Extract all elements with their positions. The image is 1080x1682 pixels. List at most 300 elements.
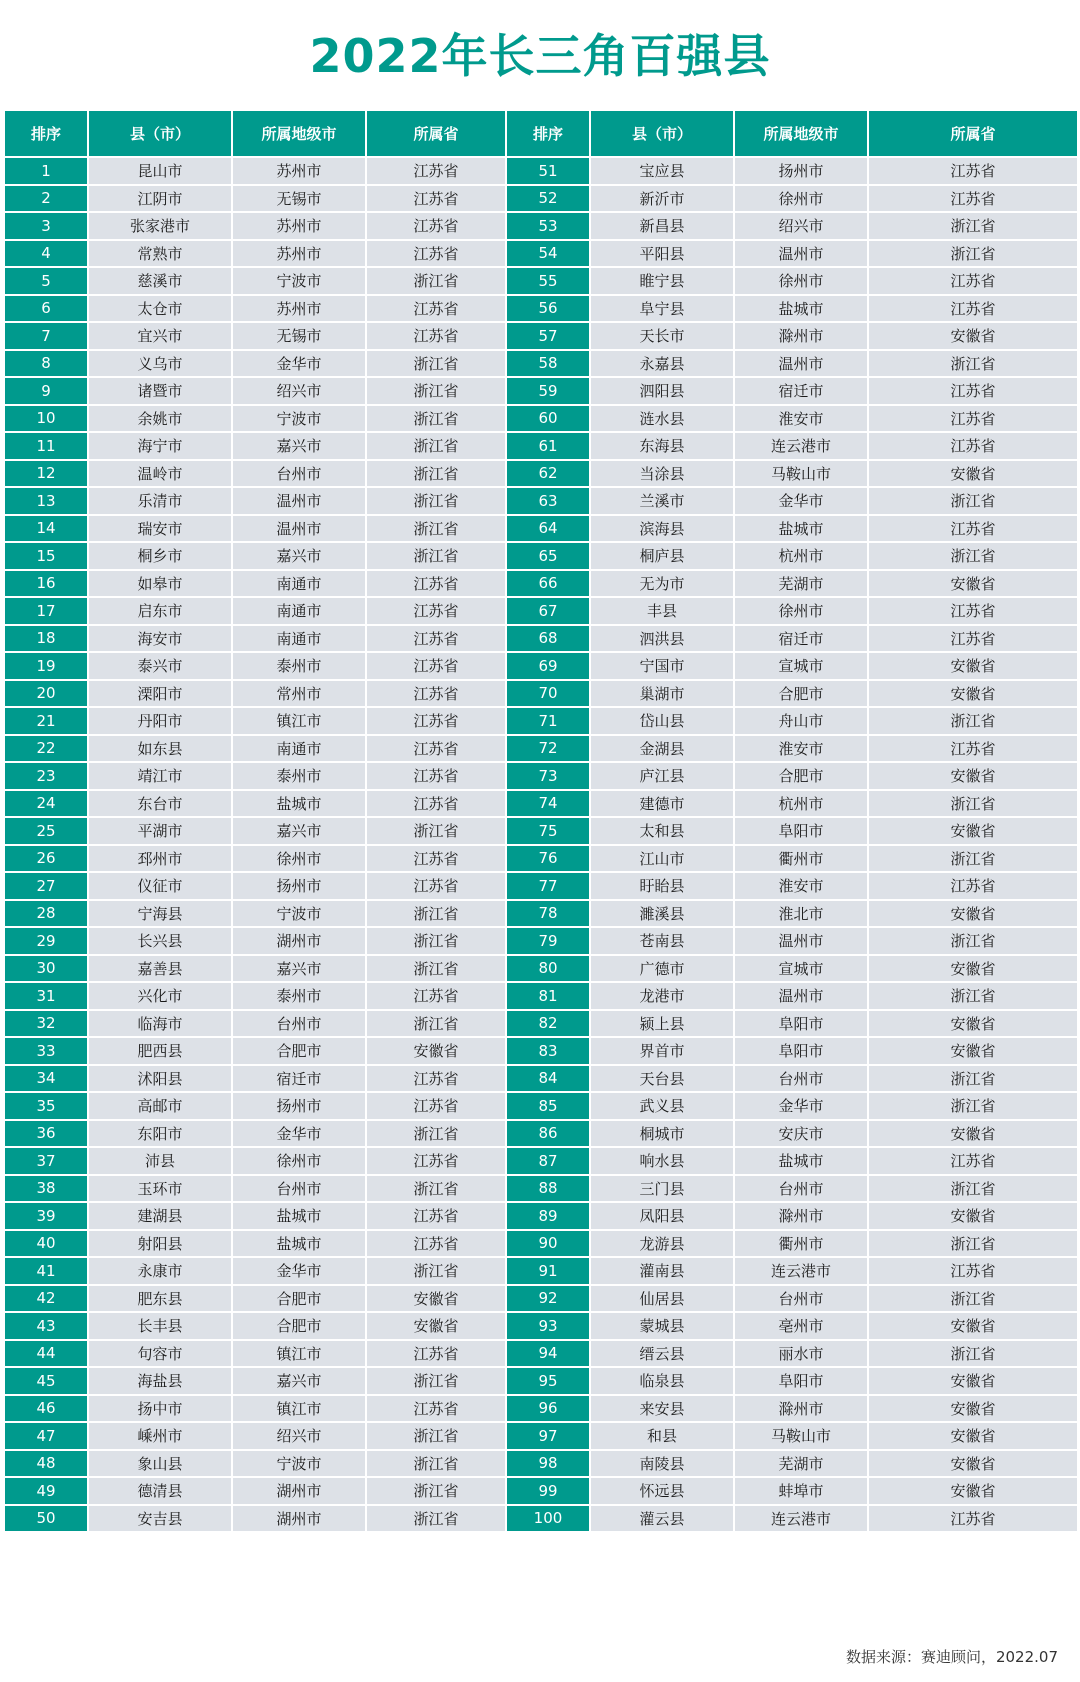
- cell-city: 合肥市: [232, 1285, 366, 1313]
- cell-rank: 89: [506, 1202, 590, 1230]
- cell-city: 盐城市: [734, 1147, 868, 1175]
- cell-city: 合肥市: [734, 762, 868, 790]
- table-row: [4, 1340, 1078, 1368]
- cell-county: 龙港市: [590, 982, 734, 1010]
- cell-rank: 58: [506, 350, 590, 378]
- ranking-table: [3, 109, 1079, 1533]
- cell-county: 睢宁县: [590, 267, 734, 295]
- cell-rank: 31: [4, 982, 88, 1010]
- cell-province: 安徽省: [868, 680, 1078, 708]
- cell-city: 连云港市: [734, 1257, 868, 1285]
- cell-province: 江苏省: [366, 872, 506, 900]
- cell-city: 金华市: [232, 1120, 366, 1148]
- cell-city: 南通市: [232, 625, 366, 653]
- cell-province: 浙江省: [868, 487, 1078, 515]
- cell-province: 浙江省: [366, 1120, 506, 1148]
- cell-city: 苏州市: [232, 240, 366, 268]
- cell-rank: 54: [506, 240, 590, 268]
- cell-province: 浙江省: [366, 267, 506, 295]
- cell-rank: 57: [506, 322, 590, 350]
- cell-city: 湖州市: [232, 1505, 366, 1533]
- table-row: [4, 790, 1078, 818]
- cell-rank: 70: [506, 680, 590, 708]
- cell-rank: 83: [506, 1037, 590, 1065]
- cell-county: 兰溪市: [590, 487, 734, 515]
- cell-county: 长兴县: [88, 927, 232, 955]
- cell-city: 温州市: [232, 515, 366, 543]
- cell-city: 苏州市: [232, 295, 366, 323]
- cell-province: 安徽省: [868, 1010, 1078, 1038]
- cell-province: 安徽省: [868, 570, 1078, 598]
- cell-city: 宣城市: [734, 652, 868, 680]
- cell-province: 安徽省: [868, 1395, 1078, 1423]
- cell-city: 嘉兴市: [232, 1367, 366, 1395]
- cell-rank: 40: [4, 1230, 88, 1258]
- cell-county: 桐庐县: [590, 542, 734, 570]
- cell-county: 岱山县: [590, 707, 734, 735]
- cell-rank: 33: [4, 1037, 88, 1065]
- cell-city: 苏州市: [232, 212, 366, 240]
- header-city: 所属地级市: [734, 110, 868, 157]
- cell-province: 浙江省: [868, 1340, 1078, 1368]
- cell-county: 玉环市: [88, 1175, 232, 1203]
- cell-county: 丰县: [590, 597, 734, 625]
- cell-rank: 97: [506, 1422, 590, 1450]
- cell-county: 如东县: [88, 735, 232, 763]
- cell-county: 濉溪县: [590, 900, 734, 928]
- cell-county: 沭阳县: [88, 1065, 232, 1093]
- cell-rank: 78: [506, 900, 590, 928]
- cell-city: 泰州市: [232, 762, 366, 790]
- header-city: 所属地级市: [232, 110, 366, 157]
- cell-county: 句容市: [88, 1340, 232, 1368]
- cell-city: 徐州市: [734, 597, 868, 625]
- cell-province: 安徽省: [868, 1120, 1078, 1148]
- cell-rank: 27: [4, 872, 88, 900]
- cell-county: 高邮市: [88, 1092, 232, 1120]
- cell-city: 衢州市: [734, 1230, 868, 1258]
- cell-county: 仙居县: [590, 1285, 734, 1313]
- cell-city: 滁州市: [734, 1202, 868, 1230]
- cell-city: 南通市: [232, 570, 366, 598]
- header-county: 县（市）: [88, 110, 232, 157]
- cell-province: 浙江省: [868, 982, 1078, 1010]
- cell-county: 蒙城县: [590, 1312, 734, 1340]
- cell-province: 安徽省: [366, 1037, 506, 1065]
- cell-city: 马鞍山市: [734, 460, 868, 488]
- cell-county: 邳州市: [88, 845, 232, 873]
- cell-county: 临泉县: [590, 1367, 734, 1395]
- cell-city: 滁州市: [734, 1395, 868, 1423]
- cell-county: 建湖县: [88, 1202, 232, 1230]
- cell-rank: 79: [506, 927, 590, 955]
- cell-province: 江苏省: [366, 625, 506, 653]
- cell-province: 江苏省: [366, 322, 506, 350]
- cell-city: 扬州市: [232, 1092, 366, 1120]
- cell-rank: 8: [4, 350, 88, 378]
- table-row: [4, 680, 1078, 708]
- cell-province: 浙江省: [366, 1505, 506, 1533]
- cell-rank: 25: [4, 817, 88, 845]
- table-row: [4, 817, 1078, 845]
- cell-rank: 99: [506, 1477, 590, 1505]
- cell-city: 绍兴市: [232, 377, 366, 405]
- cell-county: 灌云县: [590, 1505, 734, 1533]
- cell-rank: 23: [4, 762, 88, 790]
- cell-county: 东阳市: [88, 1120, 232, 1148]
- cell-province: 江苏省: [868, 597, 1078, 625]
- cell-city: 绍兴市: [232, 1422, 366, 1450]
- cell-county: 长丰县: [88, 1312, 232, 1340]
- table-row: [4, 1367, 1078, 1395]
- cell-city: 盐城市: [232, 1230, 366, 1258]
- table-row: [4, 1175, 1078, 1203]
- table-row: [4, 872, 1078, 900]
- table-row: [4, 570, 1078, 598]
- cell-county: 江山市: [590, 845, 734, 873]
- cell-county: 靖江市: [88, 762, 232, 790]
- cell-province: 浙江省: [868, 1175, 1078, 1203]
- cell-city: 盐城市: [232, 1202, 366, 1230]
- cell-province: 安徽省: [868, 900, 1078, 928]
- cell-province: 江苏省: [868, 185, 1078, 213]
- cell-city: 南通市: [232, 735, 366, 763]
- cell-rank: 81: [506, 982, 590, 1010]
- cell-county: 无为市: [590, 570, 734, 598]
- cell-county: 三门县: [590, 1175, 734, 1203]
- cell-province: 浙江省: [366, 1422, 506, 1450]
- cell-county: 阜宁县: [590, 295, 734, 323]
- page-title: 2022年长三角百强县: [309, 29, 771, 83]
- cell-county: 东台市: [88, 790, 232, 818]
- table-row: [4, 377, 1078, 405]
- cell-county: 当涂县: [590, 460, 734, 488]
- cell-rank: 35: [4, 1092, 88, 1120]
- cell-province: 浙江省: [366, 350, 506, 378]
- cell-city: 台州市: [734, 1065, 868, 1093]
- table-row: [4, 1092, 1078, 1120]
- table-row: [4, 487, 1078, 515]
- cell-rank: 44: [4, 1340, 88, 1368]
- cell-province: 江苏省: [868, 735, 1078, 763]
- cell-province: 安徽省: [868, 817, 1078, 845]
- table-row: [4, 762, 1078, 790]
- cell-rank: 84: [506, 1065, 590, 1093]
- header-province: 所属省: [366, 110, 506, 157]
- cell-county: 启东市: [88, 597, 232, 625]
- cell-county: 怀远县: [590, 1477, 734, 1505]
- table-row: [4, 1147, 1078, 1175]
- cell-rank: 36: [4, 1120, 88, 1148]
- cell-city: 镇江市: [232, 1340, 366, 1368]
- cell-city: 扬州市: [734, 157, 868, 185]
- cell-province: 浙江省: [366, 927, 506, 955]
- cell-city: 阜阳市: [734, 817, 868, 845]
- cell-province: 江苏省: [366, 185, 506, 213]
- cell-county: 广德市: [590, 955, 734, 983]
- header-rank: 排序: [506, 110, 590, 157]
- cell-rank: 43: [4, 1312, 88, 1340]
- cell-province: 浙江省: [366, 1477, 506, 1505]
- table-row: [4, 1285, 1078, 1313]
- cell-province: 江苏省: [868, 625, 1078, 653]
- cell-city: 金华市: [232, 350, 366, 378]
- cell-province: 江苏省: [366, 707, 506, 735]
- cell-province: 安徽省: [868, 460, 1078, 488]
- cell-city: 嘉兴市: [232, 955, 366, 983]
- cell-city: 阜阳市: [734, 1010, 868, 1038]
- cell-county: 龙游县: [590, 1230, 734, 1258]
- cell-province: 安徽省: [868, 1422, 1078, 1450]
- cell-city: 蚌埠市: [734, 1477, 868, 1505]
- table-row: [4, 1422, 1078, 1450]
- cell-province: 江苏省: [366, 597, 506, 625]
- cell-rank: 9: [4, 377, 88, 405]
- cell-county: 温岭市: [88, 460, 232, 488]
- cell-province: 江苏省: [366, 1340, 506, 1368]
- cell-city: 湖州市: [232, 927, 366, 955]
- cell-province: 浙江省: [366, 900, 506, 928]
- cell-city: 宿迁市: [232, 1065, 366, 1093]
- cell-province: 江苏省: [868, 295, 1078, 323]
- cell-rank: 42: [4, 1285, 88, 1313]
- cell-province: 浙江省: [868, 707, 1078, 735]
- cell-city: 温州市: [734, 982, 868, 1010]
- table-row: [4, 1312, 1078, 1340]
- cell-county: 丹阳市: [88, 707, 232, 735]
- cell-city: 台州市: [232, 460, 366, 488]
- cell-rank: 3: [4, 212, 88, 240]
- cell-county: 慈溪市: [88, 267, 232, 295]
- cell-rank: 80: [506, 955, 590, 983]
- cell-province: 浙江省: [868, 212, 1078, 240]
- cell-province: 浙江省: [366, 817, 506, 845]
- cell-rank: 74: [506, 790, 590, 818]
- cell-county: 宝应县: [590, 157, 734, 185]
- cell-rank: 95: [506, 1367, 590, 1395]
- cell-province: 浙江省: [868, 240, 1078, 268]
- cell-city: 泰州市: [232, 982, 366, 1010]
- cell-county: 巢湖市: [590, 680, 734, 708]
- table-body: [4, 157, 1078, 1532]
- cell-city: 无锡市: [232, 185, 366, 213]
- cell-county: 张家港市: [88, 212, 232, 240]
- cell-county: 安吉县: [88, 1505, 232, 1533]
- cell-province: 浙江省: [366, 1367, 506, 1395]
- cell-province: 江苏省: [366, 652, 506, 680]
- cell-county: 临海市: [88, 1010, 232, 1038]
- cell-rank: 56: [506, 295, 590, 323]
- cell-province: 江苏省: [366, 735, 506, 763]
- cell-province: 安徽省: [868, 762, 1078, 790]
- cell-city: 徐州市: [232, 845, 366, 873]
- cell-province: 安徽省: [868, 1477, 1078, 1505]
- table-row: [4, 350, 1078, 378]
- cell-county: 射阳县: [88, 1230, 232, 1258]
- cell-city: 合肥市: [232, 1037, 366, 1065]
- cell-rank: 64: [506, 515, 590, 543]
- table-row: [4, 1257, 1078, 1285]
- cell-county: 德清县: [88, 1477, 232, 1505]
- cell-city: 淮北市: [734, 900, 868, 928]
- cell-county: 泗洪县: [590, 625, 734, 653]
- cell-city: 扬州市: [232, 872, 366, 900]
- cell-province: 江苏省: [868, 157, 1078, 185]
- table-row: [4, 927, 1078, 955]
- cell-city: 淮安市: [734, 735, 868, 763]
- table-row: [4, 1505, 1078, 1533]
- cell-city: 衢州市: [734, 845, 868, 873]
- table-row: [4, 1395, 1078, 1423]
- cell-province: 浙江省: [366, 460, 506, 488]
- table-row: [4, 185, 1078, 213]
- cell-county: 扬中市: [88, 1395, 232, 1423]
- cell-rank: 41: [4, 1257, 88, 1285]
- cell-rank: 38: [4, 1175, 88, 1203]
- cell-county: 响水县: [590, 1147, 734, 1175]
- cell-province: 安徽省: [868, 1450, 1078, 1478]
- table-row: [4, 1065, 1078, 1093]
- cell-county: 苍南县: [590, 927, 734, 955]
- cell-county: 桐城市: [590, 1120, 734, 1148]
- cell-rank: 46: [4, 1395, 88, 1423]
- cell-county: 平湖市: [88, 817, 232, 845]
- cell-rank: 4: [4, 240, 88, 268]
- cell-county: 滨海县: [590, 515, 734, 543]
- cell-city: 滁州市: [734, 322, 868, 350]
- table-row: [4, 405, 1078, 433]
- cell-city: 金华市: [734, 1092, 868, 1120]
- cell-province: 安徽省: [868, 1312, 1078, 1340]
- cell-rank: 59: [506, 377, 590, 405]
- cell-county: 缙云县: [590, 1340, 734, 1368]
- cell-city: 马鞍山市: [734, 1422, 868, 1450]
- table-row: [4, 955, 1078, 983]
- table-row: [4, 460, 1078, 488]
- cell-rank: 92: [506, 1285, 590, 1313]
- cell-county: 颍上县: [590, 1010, 734, 1038]
- cell-province: 江苏省: [868, 377, 1078, 405]
- cell-county: 来安县: [590, 1395, 734, 1423]
- table-row: [4, 1230, 1078, 1258]
- cell-rank: 12: [4, 460, 88, 488]
- cell-city: 金华市: [734, 487, 868, 515]
- cell-county: 海宁市: [88, 432, 232, 460]
- cell-rank: 72: [506, 735, 590, 763]
- cell-county: 象山县: [88, 1450, 232, 1478]
- cell-province: 浙江省: [868, 790, 1078, 818]
- cell-county: 宁国市: [590, 652, 734, 680]
- cell-rank: 55: [506, 267, 590, 295]
- cell-rank: 37: [4, 1147, 88, 1175]
- cell-county: 昆山市: [88, 157, 232, 185]
- cell-county: 泗阳县: [590, 377, 734, 405]
- cell-county: 武义县: [590, 1092, 734, 1120]
- cell-province: 浙江省: [366, 377, 506, 405]
- cell-province: 浙江省: [868, 1065, 1078, 1093]
- cell-city: 杭州市: [734, 790, 868, 818]
- cell-rank: 48: [4, 1450, 88, 1478]
- cell-province: 江苏省: [366, 680, 506, 708]
- cell-county: 瑞安市: [88, 515, 232, 543]
- cell-rank: 69: [506, 652, 590, 680]
- cell-province: 浙江省: [366, 405, 506, 433]
- cell-county: 兴化市: [88, 982, 232, 1010]
- table-row: [4, 515, 1078, 543]
- cell-rank: 28: [4, 900, 88, 928]
- cell-city: 湖州市: [232, 1477, 366, 1505]
- cell-rank: 98: [506, 1450, 590, 1478]
- cell-city: 徐州市: [734, 185, 868, 213]
- cell-county: 桐乡市: [88, 542, 232, 570]
- cell-city: 常州市: [232, 680, 366, 708]
- cell-province: 浙江省: [868, 927, 1078, 955]
- cell-province: 江苏省: [366, 982, 506, 1010]
- cell-city: 宁波市: [232, 267, 366, 295]
- cell-rank: 16: [4, 570, 88, 598]
- cell-province: 江苏省: [366, 1230, 506, 1258]
- cell-county: 宜兴市: [88, 322, 232, 350]
- cell-province: 江苏省: [868, 405, 1078, 433]
- cell-city: 安庆市: [734, 1120, 868, 1148]
- cell-county: 和县: [590, 1422, 734, 1450]
- cell-province: 江苏省: [366, 845, 506, 873]
- cell-county: 新沂市: [590, 185, 734, 213]
- cell-county: 肥东县: [88, 1285, 232, 1313]
- cell-province: 浙江省: [366, 515, 506, 543]
- cell-rank: 45: [4, 1367, 88, 1395]
- cell-rank: 82: [506, 1010, 590, 1038]
- cell-rank: 91: [506, 1257, 590, 1285]
- cell-rank: 18: [4, 625, 88, 653]
- cell-county: 诸暨市: [88, 377, 232, 405]
- cell-county: 新昌县: [590, 212, 734, 240]
- cell-city: 杭州市: [734, 542, 868, 570]
- cell-city: 温州市: [232, 487, 366, 515]
- cell-rank: 63: [506, 487, 590, 515]
- cell-county: 海安市: [88, 625, 232, 653]
- cell-county: 盱眙县: [590, 872, 734, 900]
- cell-province: 安徽省: [868, 955, 1078, 983]
- table-header-row: [4, 110, 1078, 157]
- cell-rank: 19: [4, 652, 88, 680]
- cell-county: 义乌市: [88, 350, 232, 378]
- cell-city: 苏州市: [232, 157, 366, 185]
- table-row: [4, 1010, 1078, 1038]
- cell-province: 江苏省: [868, 267, 1078, 295]
- cell-county: 灌南县: [590, 1257, 734, 1285]
- cell-city: 嘉兴市: [232, 817, 366, 845]
- cell-province: 江苏省: [366, 1395, 506, 1423]
- header-county: 县（市）: [590, 110, 734, 157]
- cell-county: 永嘉县: [590, 350, 734, 378]
- cell-rank: 7: [4, 322, 88, 350]
- cell-county: 仪征市: [88, 872, 232, 900]
- cell-county: 如皋市: [88, 570, 232, 598]
- cell-province: 浙江省: [366, 542, 506, 570]
- cell-province: 江苏省: [366, 295, 506, 323]
- cell-rank: 24: [4, 790, 88, 818]
- cell-province: 浙江省: [366, 432, 506, 460]
- table-row: [4, 542, 1078, 570]
- cell-province: 江苏省: [868, 432, 1078, 460]
- cell-province: 江苏省: [366, 762, 506, 790]
- cell-city: 连云港市: [734, 432, 868, 460]
- cell-province: 浙江省: [868, 1092, 1078, 1120]
- cell-county: 太仓市: [88, 295, 232, 323]
- cell-rank: 93: [506, 1312, 590, 1340]
- cell-county: 常熟市: [88, 240, 232, 268]
